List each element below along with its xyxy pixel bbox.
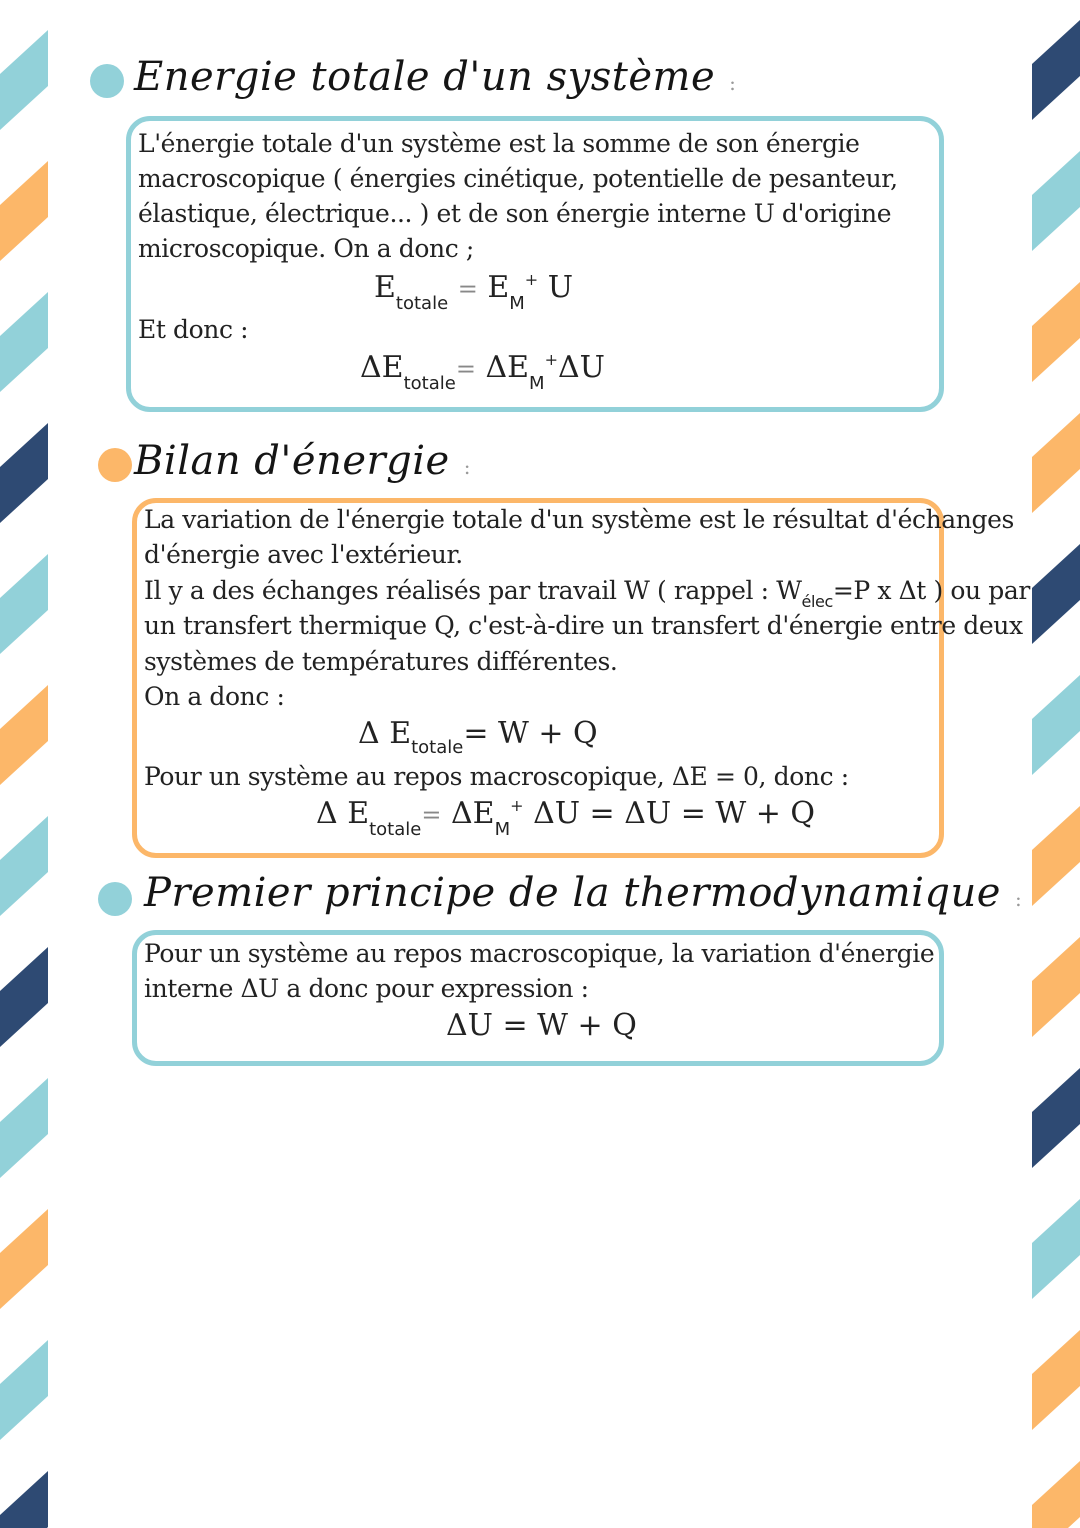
- section2-line-4: un transfert thermique Q, c'est-à-dire un transfert d'énergie entre deux: [144, 611, 1023, 640]
- section3-bullet: [98, 882, 132, 916]
- section2-line-1: La variation de l'énergie totale d'un système est le résultat d'échanges: [144, 505, 1014, 534]
- equation-total-energy: $E_{totale} = E_M^+$ U: [374, 270, 574, 314]
- equation-energy-balance: Δ $E_{totale}= W + Q$: [358, 716, 598, 758]
- equation-rest-balance: Δ $E_{totale}= \Delta E_M^+$ ΔU = ΔU = W + Q: [316, 796, 816, 840]
- stripe-segment: [1032, 151, 1080, 251]
- stripe-segment: [1032, 1461, 1080, 1528]
- stripe-segment: [0, 816, 48, 916]
- et-donc-label: Et donc :: [138, 315, 249, 344]
- stripe-segment: [0, 161, 48, 261]
- stripe-segment: [1032, 806, 1080, 906]
- stripe-segment: [1032, 1068, 1080, 1168]
- stripe-segment: [1032, 413, 1080, 513]
- stripe-segment: [0, 1340, 48, 1440]
- stripe-segment: [1032, 20, 1080, 120]
- section3-line-2: interne ΔU a donc pour expression :: [144, 974, 589, 1003]
- section1-bullet: [90, 64, 124, 98]
- section2-line-2: d'énergie avec l'extérieur.: [144, 540, 463, 569]
- section1-heading: Energie totale d'un système :: [134, 54, 737, 100]
- right-stripe-border: [1032, 0, 1080, 1528]
- stripe-segment: [0, 30, 48, 130]
- stripe-segment: [1032, 1199, 1080, 1299]
- left-stripe-border: [0, 0, 48, 1528]
- stripe-segment: [1032, 282, 1080, 382]
- section2-bullet: [98, 448, 132, 482]
- stripe-segment: [0, 292, 48, 392]
- section1-line-2: macroscopique ( énergies cinétique, potentielle de pesanteur,: [138, 164, 898, 193]
- stripe-segment: [0, 685, 48, 785]
- section1-line-3: élastique, électrique... ) et de son énergie interne U d'origine: [138, 199, 892, 228]
- section2-line-7: Pour un système au repos macroscopique, ΔE = 0, donc :: [144, 762, 849, 791]
- stripe-segment: [0, 423, 48, 523]
- stripe-segment: [0, 1209, 48, 1309]
- stripe-segment: [1032, 675, 1080, 775]
- equation-delta-total-energy: $\Delta E_{totale}= \Delta E_M^+\Delta U$: [360, 350, 605, 394]
- stripe-segment: [1032, 1330, 1080, 1430]
- section2-line-3: Il y a des échanges réalisés par travail W ( rappel : $W_{élec}=P$ x Δt ) ou par: [144, 576, 1030, 611]
- section2-heading: Bilan d'énergie :: [134, 438, 471, 484]
- section2-line-5: systèmes de températures différentes.: [144, 647, 618, 676]
- section3-line-1: Pour un système au repos macroscopique, la variation d'énergie: [144, 939, 935, 968]
- section2-line-6: On a donc :: [144, 682, 285, 711]
- stripe-segment: [0, 947, 48, 1047]
- section3-heading: Premier principe de la thermodynamique :: [144, 870, 1023, 916]
- stripe-segment: [0, 1078, 48, 1178]
- section1-line-4: microscopique. On a donc ;: [138, 234, 474, 263]
- section1-line-1: L'énergie totale d'un système est la somme de son énergie: [138, 129, 860, 158]
- stripe-segment: [1032, 937, 1080, 1037]
- stripe-segment: [0, 554, 48, 654]
- stripe-segment: [1032, 544, 1080, 644]
- equation-first-principle: ΔU = W + Q: [446, 1008, 637, 1043]
- stripe-segment: [0, 1471, 48, 1528]
